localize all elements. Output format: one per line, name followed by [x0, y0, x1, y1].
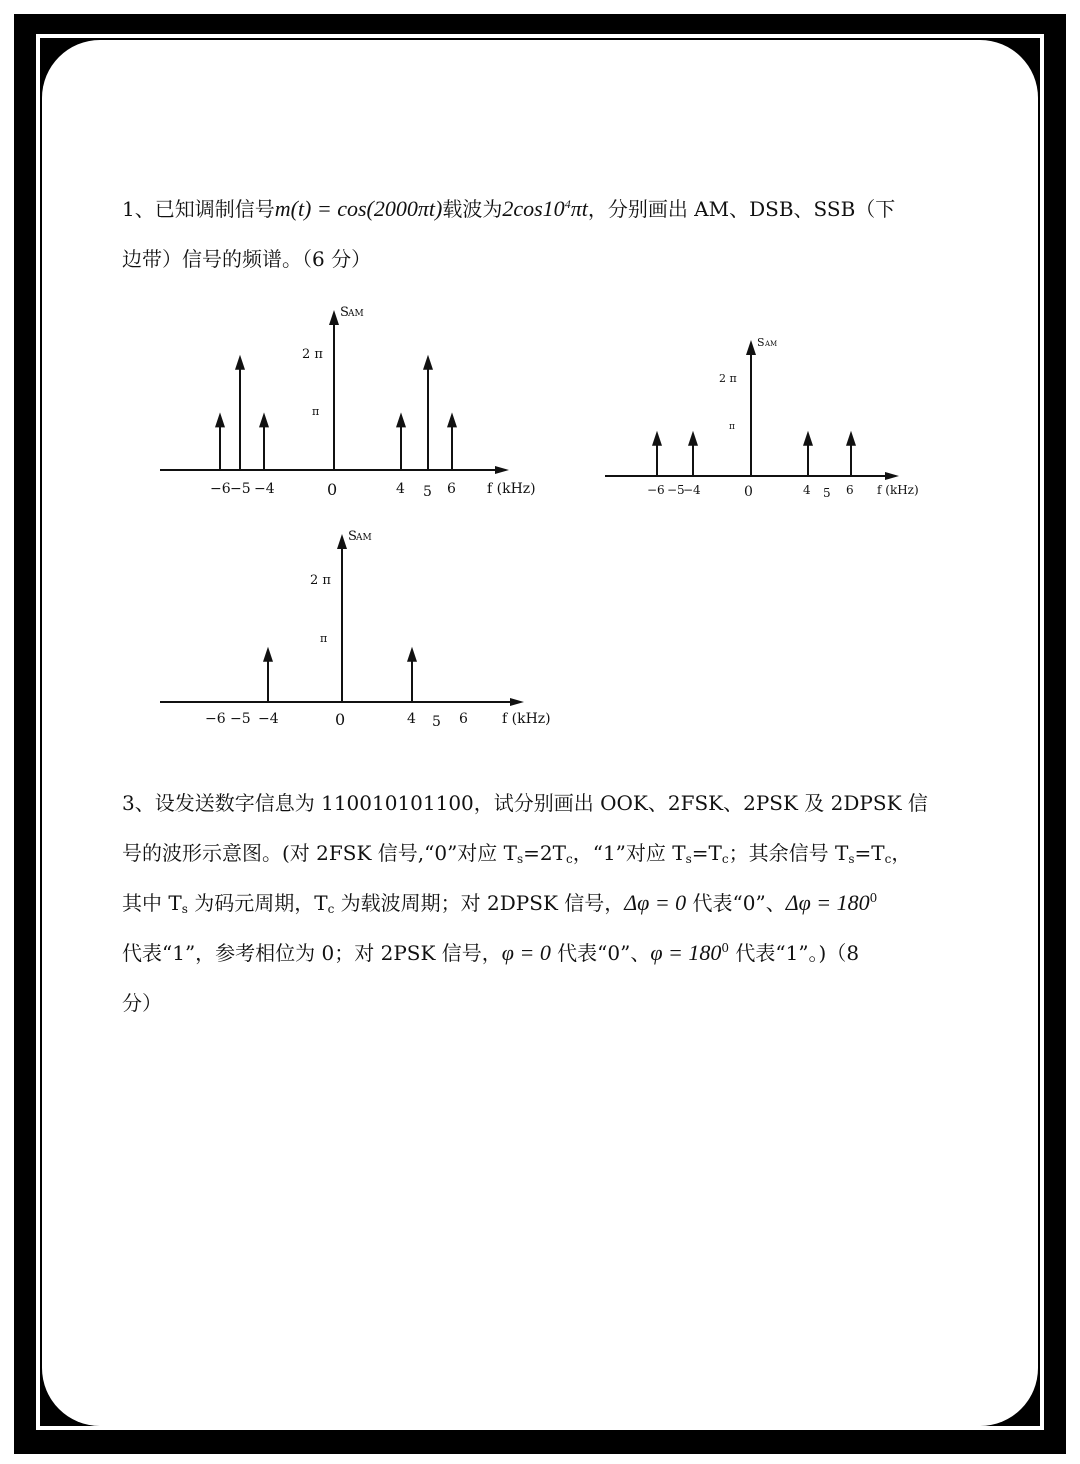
question-1-text-a: 已知调制信号 [154, 197, 275, 221]
frequency-tick-label: 6 [459, 711, 468, 727]
q3-l3-d: 为载波周期；对 2DPSK 信号， [334, 891, 625, 915]
ssb-spectrum-diagram [160, 524, 560, 738]
y-axis-label: S [348, 529, 357, 544]
spectral-line-arrowhead [337, 534, 347, 549]
frame-top-strip [0, 0, 1080, 14]
question-1-line-1 [122, 184, 896, 234]
modulating-signal-formula: m(t) = cos(2000πt) [274, 196, 443, 221]
question-3-line-4 [122, 928, 892, 978]
question-3-line-1 [122, 778, 928, 828]
spectral-line-arrowhead [396, 412, 406, 427]
q3-l3-sub-s: s [181, 902, 188, 916]
frequency-tick-label: 4 [396, 481, 405, 497]
q3-l3-degree-sup: 0 [869, 891, 878, 905]
spectral-line-arrowhead [746, 340, 756, 355]
origin-label: 0 [335, 710, 346, 729]
spectral-line-arrowhead [215, 412, 225, 427]
level-2pi-label: 2 π [310, 573, 331, 588]
spectral-line-arrowhead [688, 431, 698, 446]
q3-l2-d: ，“1”对应 T [572, 841, 686, 865]
q3-l2-sub-s2: s [685, 852, 692, 866]
y-axis-label-subscript: AM [356, 533, 372, 543]
level-pi-label: π [729, 422, 735, 432]
frequency-tick-label: 4 [803, 483, 811, 497]
q3-l4-c: 代表“1”。)（8 [729, 941, 860, 965]
level-2pi-label: 2 π [719, 372, 737, 385]
spectral-line-arrowhead [259, 412, 269, 427]
frequency-tick-label: −6 [205, 711, 226, 727]
carrier-formula-exponent: 4 [564, 197, 571, 211]
q3-l2-sub-s3: s [848, 852, 855, 866]
q3-l4-a: 代表“1”，参考相位为 0；对 2PSK 信号， [122, 941, 502, 965]
spectral-line-arrowhead [423, 355, 433, 370]
spectral-line-arrowhead [846, 431, 856, 446]
q3-l2-e: =T [691, 841, 722, 865]
origin-label: 0 [327, 480, 338, 499]
question-1-line-2: 边带）信号的频谱。（6 分） [122, 247, 372, 271]
am-spectrum-diagram [160, 300, 540, 514]
frame-left-strip [0, 14, 14, 1454]
q3-l2-sub-c3: c [884, 852, 892, 866]
delta-phi-zero-formula: Δφ = 0 [624, 890, 687, 915]
q3-l3-b: 为码元周期，T [187, 891, 328, 915]
question-3 [122, 778, 928, 1028]
spectral-line-arrowhead [329, 310, 339, 325]
frequency-tick-label: −6 [647, 483, 665, 497]
frequency-tick-label: 6 [846, 483, 854, 497]
question-1 [122, 184, 896, 284]
level-pi-label: π [320, 632, 328, 645]
level-2pi-label: 2 π [302, 347, 323, 362]
question-3-line-5: 分） [122, 991, 162, 1015]
question-1-number: 1、 [122, 197, 155, 221]
question-3-number: 3、 [122, 791, 155, 815]
q3-l2-f: ；其余信号 T [728, 841, 849, 865]
spectral-line-arrowhead [235, 355, 245, 370]
x-axis-label: f (kHz) [502, 711, 551, 727]
x-axis-label: f (kHz) [877, 483, 919, 497]
frequency-tick-label: −4 [683, 483, 701, 497]
x-axis-arrow [495, 466, 509, 474]
y-axis-label-subscript: AM [765, 340, 778, 348]
question-3-line-2 [122, 828, 912, 878]
am-spectrum-svg [160, 300, 540, 510]
q3-l2-b: =2T [523, 841, 566, 865]
x-axis-label: f (kHz) [487, 481, 536, 497]
y-axis-label: S [757, 336, 765, 349]
level-pi-label: π [312, 405, 320, 418]
spectral-line-arrowhead [263, 647, 273, 662]
question-3-line-1-text: 设发送数字信息为 110010101100，试分别画出 OOK、2FSK、2PSK 及 2DPSK 信 [154, 791, 928, 815]
frequency-tick-label: −5 [230, 481, 251, 497]
origin-label: 0 [744, 484, 753, 500]
frequency-tick-label: 6 [447, 481, 456, 497]
q3-l4-degree-sup: 0 [721, 941, 730, 955]
frequency-tick-label: −5 [230, 711, 251, 727]
y-axis-label: S [340, 305, 349, 320]
carrier-formula-tail: πt [570, 196, 588, 221]
carrier-formula [502, 196, 587, 221]
frequency-tick-label: −6 [210, 481, 231, 497]
spectral-line-arrowhead [447, 412, 457, 427]
q3-l2-a: 号的波形示意图。(对 2FSK 信号,“0”对应 T [122, 841, 517, 865]
spectral-line-arrowhead [652, 431, 662, 446]
x-axis-arrow [885, 472, 899, 480]
dsb-spectrum-svg [605, 334, 935, 504]
q3-l4-b: 代表“0”、 [550, 941, 651, 965]
question-1-text-b: 载波为 [442, 197, 503, 221]
y-axis-label-subscript: AM [348, 309, 364, 319]
q3-l2-g: =T [854, 841, 885, 865]
x-axis-arrow [510, 698, 524, 706]
phi-zero-formula: φ = 0 [501, 940, 551, 965]
frame-right-strip [1066, 14, 1080, 1454]
q3-l3-sub-c: c [327, 902, 335, 916]
ssb-spectrum-svg [160, 524, 560, 734]
q3-l2-sub-c1: c [566, 852, 573, 866]
frequency-tick-label: −5 [667, 483, 685, 497]
spectral-line-arrowhead [407, 647, 417, 662]
q3-l3-e: 代表“0”、 [686, 891, 786, 915]
frequency-tick-label: 5 [423, 484, 432, 500]
carrier-formula-base: 2cos10 [502, 196, 565, 221]
question-3-line-3 [122, 878, 892, 928]
frame-bottom-strip [0, 1454, 1080, 1464]
q3-l2-h: ， [891, 841, 912, 865]
question-1-text-c: ，分别画出 AM、DSB、SSB（下 [587, 197, 896, 221]
frequency-tick-label: 5 [432, 714, 441, 730]
phi-180-formula: φ = 180 [650, 940, 722, 965]
spectral-line-arrowhead [803, 431, 813, 446]
q3-l2-sub-s1: s [517, 852, 524, 866]
frequency-tick-label: −4 [254, 481, 275, 497]
frequency-tick-label: 5 [823, 486, 831, 500]
frequency-tick-label: −4 [258, 711, 279, 727]
q3-l3-a: 其中 T [122, 891, 182, 915]
delta-phi-180-formula: Δφ = 180 [785, 890, 870, 915]
dsb-spectrum-diagram [605, 334, 935, 508]
frequency-tick-label: 4 [407, 711, 416, 727]
q3-l2-sub-c2: c [721, 852, 729, 866]
